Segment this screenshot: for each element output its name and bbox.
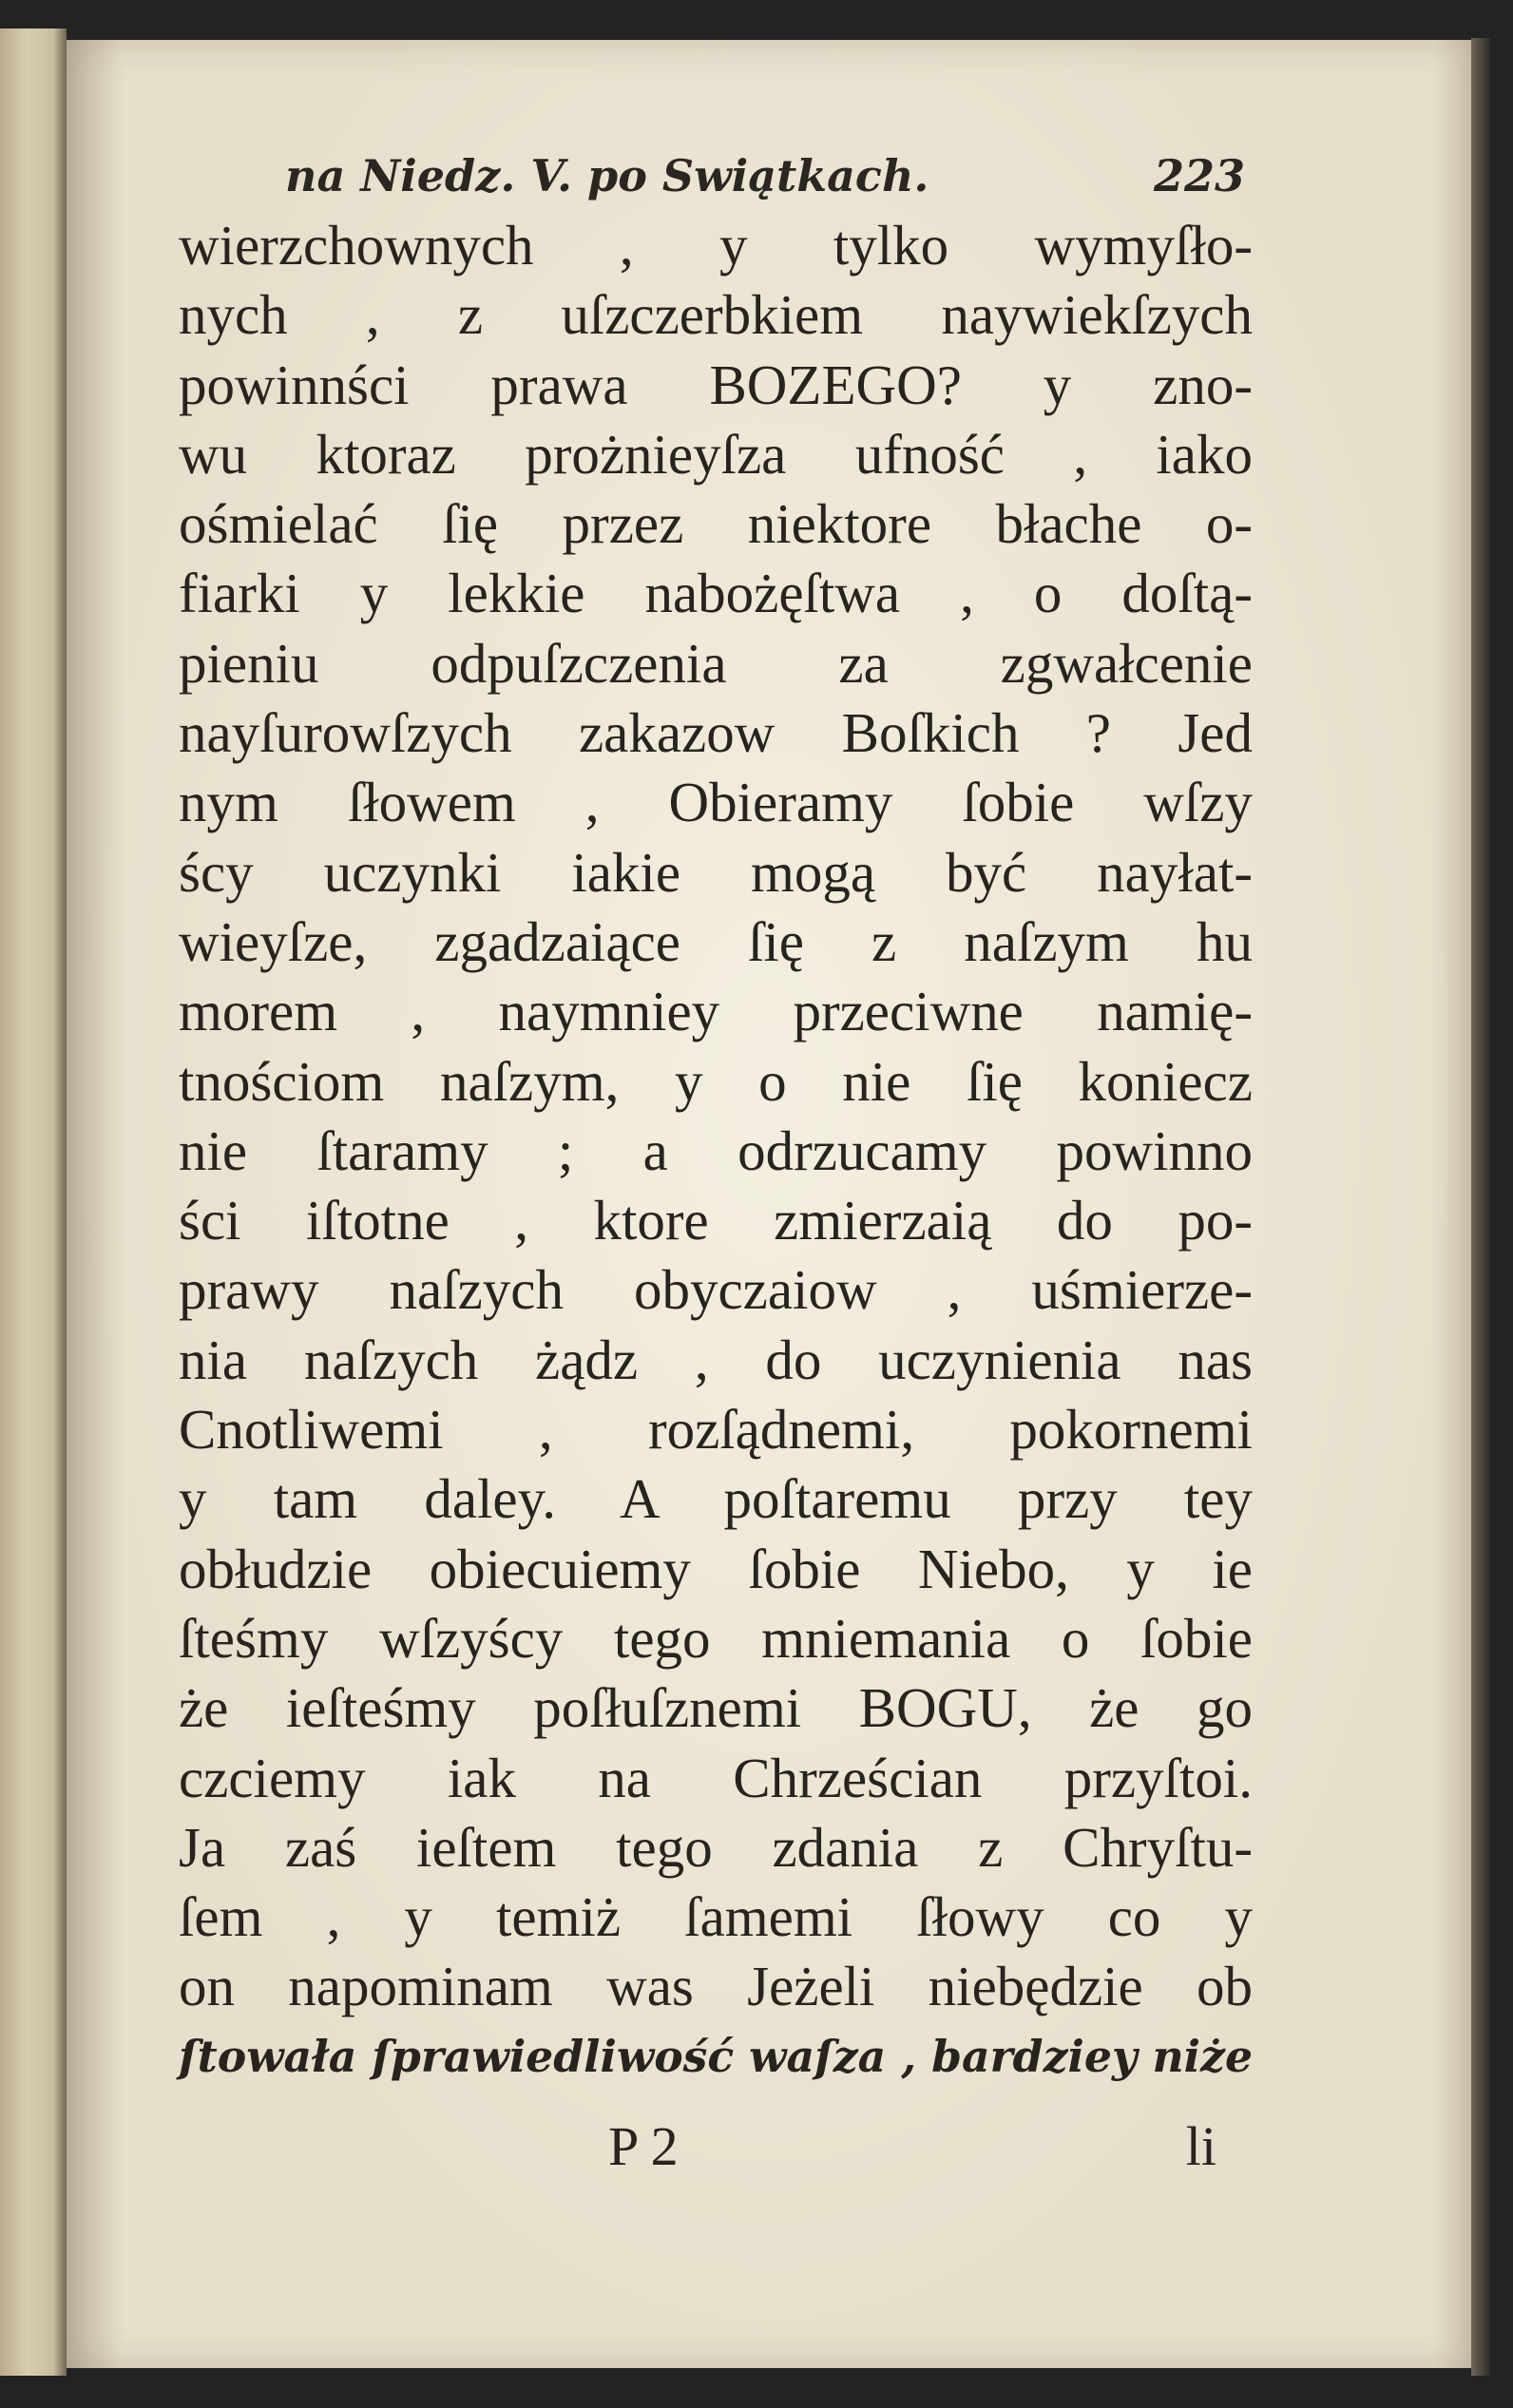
- text-line: ści iſtotne , ktore zmierzaią do po-: [179, 1189, 1253, 1252]
- italic-text-line: ſtowała ſprawiedliwość waſza , bardziey niże: [179, 2030, 1254, 2082]
- text-line: fiarki y lekkie nabożęſtwa , o doſtą-: [179, 562, 1253, 625]
- facing-page-edge: [0, 29, 67, 2376]
- text-line: wieyſze, zgadzaiące ſię z naſzym hu: [179, 909, 1253, 973]
- running-header: [285, 150, 1245, 207]
- text-line: nayſurowſzych zakazow Boſkich ? Jed: [179, 701, 1253, 765]
- signature-mark: P 2: [608, 2115, 679, 2177]
- text-line: nym ſłowem , Obieramy ſobie wſzy: [179, 771, 1253, 834]
- text-line: on napominam was Jeżeli niebędzie ob: [179, 1955, 1253, 2018]
- text-line: ſteśmy wſzyścy tego mniemania o ſobie: [179, 1606, 1253, 1670]
- text-line: Ja zaś ieſtem tego zdania z Chryſtu-: [179, 1815, 1253, 1879]
- page-number: 223: [1153, 150, 1245, 201]
- catchword: li: [1185, 2115, 1216, 2177]
- text-line: obłudzie obiecuiemy ſobie Niebo, y ie: [179, 1537, 1253, 1600]
- text-line: pieniu odpuſzczenia za zgwałcenie: [179, 631, 1253, 695]
- text-line: tnościom naſzym, y o nie ſię koniecz: [179, 1049, 1253, 1113]
- text-line: prawy naſzych obyczaiow , uśmierze-: [179, 1258, 1253, 1322]
- text-line: ſem , y temiż ſamemi ſłowy co y: [179, 1885, 1253, 1949]
- text-line: nie ſtaramy ; a odrzucamy powinno: [179, 1118, 1253, 1182]
- text-line: morem , naymniey przeciwne namię-: [179, 980, 1253, 1043]
- text-line: czciemy iak na Chrześcian przyſtoi.: [179, 1746, 1253, 1809]
- text-line: y tam daley. A poſtaremu przy tey: [179, 1467, 1253, 1531]
- text-line: ścy uczynki iakie mogą być nayłat-: [179, 840, 1253, 904]
- text-line: że ieſteśmy poſłuſznemi BOGU, że go: [179, 1676, 1253, 1740]
- text-line: nych , z uſzczerbkiem naywiekſzych: [179, 283, 1253, 347]
- text-line: wierzchownych , y tylko wymyſło-: [179, 214, 1253, 277]
- running-title: na Niedz. V. po Swiątkach.: [285, 150, 929, 201]
- text-line: nia naſzych żądz , do uczynienia nas: [179, 1328, 1253, 1391]
- body-text: [179, 211, 1253, 2092]
- text-line: wu ktoraz prożnieyſza ufność , iako: [179, 422, 1253, 486]
- text-line: ośmielać ſię przez niektore błache o-: [179, 492, 1253, 556]
- text-line: Cnotliwemi , rozſądnemi, pokornemi: [179, 1398, 1253, 1462]
- page-edge-shadow: [1471, 38, 1490, 2376]
- page-footer: [608, 2114, 1216, 2181]
- text-line: powinnści prawa BOZEGO? y zno-: [179, 353, 1253, 416]
